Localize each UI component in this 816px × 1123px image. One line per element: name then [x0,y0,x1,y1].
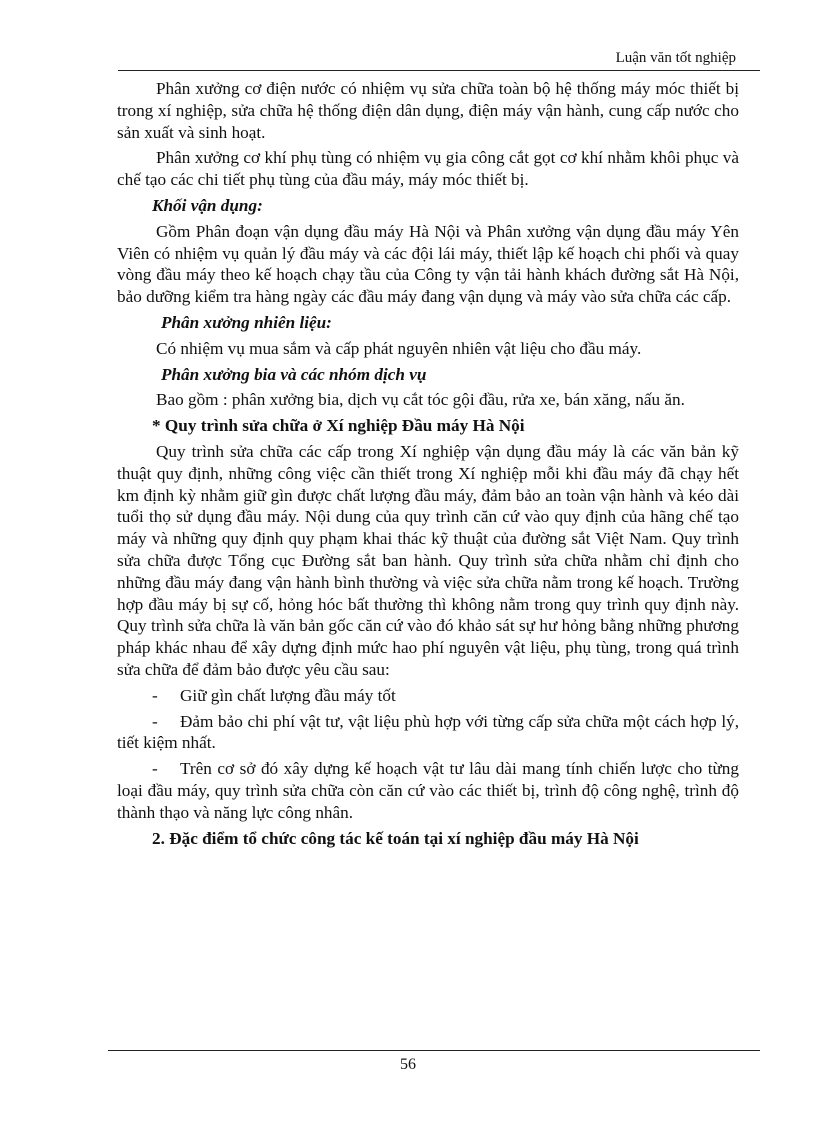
list-item-1 [117,685,739,707]
list-dash: - [152,759,158,779]
list-item-3 [117,758,739,823]
heading-quy-trinh-sua-chua: * Quy trình sửa chữa ở Xí nghiệp Đầu máy Hà Nội [152,416,525,436]
page-header [118,48,760,71]
page-content [117,78,739,853]
heading-phan-xuong-bia: Phân xưởng bia và các nhóm dịch vụ [161,364,427,384]
footer-divider [108,1050,760,1051]
list-item-text: Giữ gìn chất lượng đầu máy tốt [180,685,396,705]
paragraph-quy-trinh: Quy trình sửa chữa các cấp trong Xí nghiệp vận dụng đầu máy là các văn bản kỹ thuật quy định, những công việc cần thiết trong Xí nghiệp mỗi khi đầu máy đã chạy hết km định kỳ nhằm giữ gìn được chất lượng đầu máy, đảm bảo an toàn vận hành và kéo dài tuổi thọ sử dụng đầu máy. Nội dung của quy trình căn cứ vào quy định của hãng chế tạo máy và những quy định quy phạm khai thác kỹ thuật của đường sắt Việt Nam. Quy trình sửa chữa được Tổng cục Đường sắt ban hành. Quy trình sửa chữa nhằm chỉ định cho những đầu máy đang vận hành bình thường và việc sửa chữa nằm trong kế hoạch. Trường hợp đầu máy bị sự cố, hỏng hóc bất thường thì không nằm trong quy trình quy định này. Quy trình sửa chữa là văn bản gốc căn cứ vào đó khảo sát sự hư hỏng bằng những phương pháp khác nhau để xây dựng định mức hao phí nguyên vật liệu, phụ tùng, trong quá trình sửa chữa để đảm bảo được yêu cầu sau: [117,441,739,679]
list-dash: - [152,711,158,731]
section-heading-2: 2. Đặc điểm tổ chức công tác kế toán tại xí nghiệp đầu máy Hà Nội [152,828,639,848]
list-item-text: Đảm bảo chi phí vật tư, vật liệu phù hợp với từng cấp sửa chữa một cách hợp lý, tiết kiệm nhất. [117,711,739,753]
paragraph-co-khi-phu-tung: Phân xưởng cơ khí phụ tùng có nhiệm vụ gia công cắt gọt cơ khí nhằm khôi phục và chế tạo các chi tiết phụ tùng của đầu máy, máy móc thiết bị. [117,148,739,190]
page-number: 56 [400,1056,416,1073]
heading-phan-xuong-nhien-lieu: Phân xưởng nhiên liệu: [161,312,332,332]
header-title: Luận văn tốt nghiệp [615,50,736,66]
paragraph-bia-dich-vu: Bao gồm : phân xưởng bia, dịch vụ cắt tóc gội đầu, rửa xe, bán xăng, nấu ăn. [156,390,685,410]
paragraph-co-dien-nuoc: Phân xưởng cơ điện nước có nhiệm vụ sửa chữa toàn bộ hệ thống máy móc thiết bị trong xí nghiệp, sửa chữa hệ thống điện dân dụng, điện máy vận hành, cung cấp nước cho sản xuất và sinh hoạt. [117,79,739,142]
list-dash: - [152,685,158,705]
heading-khoi-van-dung: Khối vận dụng: [152,195,263,215]
list-item-text: Trên cơ sở đó xây dựng kế hoạch vật tư lâu dài mang tính chiến lược cho từng loại đầu máy, quy trình sửa chữa còn căn cứ vào các thiết bị, trình độ công nghệ, trình độ thành thạo và năng lực công nhân. [117,759,739,822]
paragraph-khoi-van-dung: Gồm Phân đoạn vận dụng đầu máy Hà Nội và Phân xưởng vận dụng đầu máy Yên Viên có nhiệm vụ quản lý đầu máy và các đội lái máy, thiết lập kế hoạch chi phối và quay vòng đầu máy theo kế hoạch chạy tầu của Công ty vận tải hành khách đường sắt Hà Nội, bảo dưỡng kiểm tra hàng ngày các đầu máy đang vận dụng và máy vào sửa chữa các cấp. [117,221,739,307]
paragraph-nhien-lieu: Có nhiệm vụ mua sắm và cấp phát nguyên nhiên vật liệu cho đầu máy. [156,338,642,358]
list-item-2 [117,711,739,755]
